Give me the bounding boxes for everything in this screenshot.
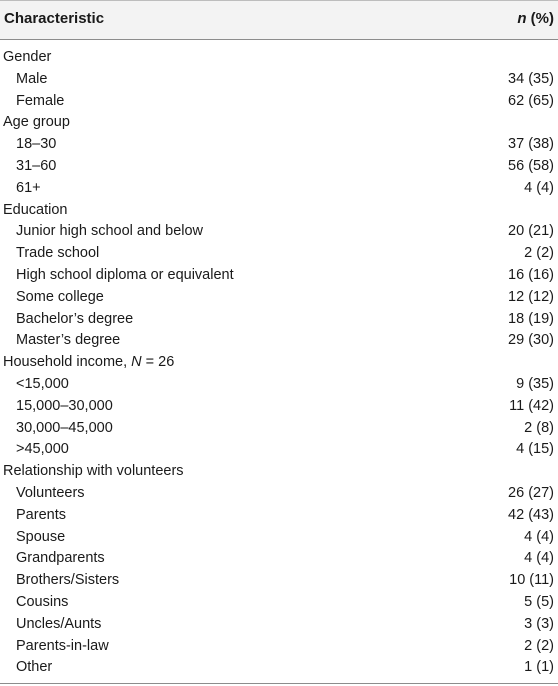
row-label-suffix: = 26 bbox=[141, 354, 175, 371]
row-label bbox=[16, 134, 56, 156]
group-label bbox=[3, 461, 184, 483]
row-label-text: Gender bbox=[3, 49, 52, 65]
table-row bbox=[0, 418, 558, 440]
table-bottom-rule bbox=[0, 683, 558, 684]
row-label-text: Household income, bbox=[3, 354, 132, 371]
row-value: 10 (11) bbox=[509, 572, 554, 589]
row-label-text: 18–30 bbox=[16, 136, 57, 153]
row-label-text: Uncles/Aunts bbox=[16, 615, 102, 632]
row-value: 3 (3) bbox=[524, 615, 554, 632]
header-percent: (%) bbox=[526, 10, 554, 27]
row-value: 1 (1) bbox=[524, 659, 554, 676]
row-label bbox=[16, 374, 69, 396]
row-label-text: Education bbox=[3, 201, 68, 218]
group-label bbox=[3, 352, 174, 374]
row-value: 12 (12) bbox=[508, 288, 554, 305]
row-value: 56 (58) bbox=[508, 157, 554, 174]
row-label bbox=[16, 178, 41, 200]
row-label bbox=[16, 657, 52, 679]
row-label bbox=[16, 570, 119, 592]
row-label-text: Master’s degree bbox=[16, 332, 121, 349]
row-value: 2 (8) bbox=[524, 419, 554, 436]
row-label bbox=[16, 505, 66, 527]
group-label bbox=[3, 47, 51, 69]
table-row bbox=[0, 91, 558, 113]
row-label-text: Some college bbox=[16, 288, 104, 305]
row-label bbox=[16, 527, 65, 549]
header-n: n bbox=[517, 10, 527, 27]
row-label bbox=[16, 330, 120, 352]
row-label bbox=[16, 396, 113, 418]
table-row bbox=[0, 570, 558, 592]
row-label bbox=[16, 69, 47, 91]
table-row bbox=[0, 636, 558, 658]
row-label bbox=[16, 221, 203, 243]
row-value: 11 (42) bbox=[509, 397, 554, 414]
row-label bbox=[16, 614, 101, 636]
table-row bbox=[0, 657, 558, 679]
row-label bbox=[16, 592, 68, 614]
table-row bbox=[0, 134, 558, 156]
row-value: 4 (4) bbox=[524, 528, 554, 545]
row-value: 9 (35) bbox=[516, 375, 554, 392]
row-label-text: Parents bbox=[16, 506, 66, 523]
table-group-row bbox=[0, 461, 558, 483]
row-label-text: >45,000 bbox=[16, 441, 69, 458]
table-row bbox=[0, 592, 558, 614]
row-label-text: Other bbox=[16, 659, 53, 676]
table-row bbox=[0, 439, 558, 461]
table-row bbox=[0, 221, 558, 243]
table-header bbox=[0, 1, 558, 40]
table-row bbox=[0, 396, 558, 418]
header-characteristic: Characteristic bbox=[4, 10, 105, 27]
row-label bbox=[16, 309, 133, 331]
row-value: 29 (30) bbox=[508, 332, 554, 349]
row-value: 37 (38) bbox=[508, 136, 554, 153]
row-label bbox=[16, 243, 99, 265]
table-row bbox=[0, 548, 558, 570]
row-label-text: 30,000–45,000 bbox=[16, 419, 113, 436]
row-label bbox=[16, 91, 64, 113]
table-row bbox=[0, 287, 558, 309]
row-label-text: Grandparents bbox=[16, 550, 105, 567]
table-row bbox=[0, 265, 558, 287]
row-label-text: Relationship with volunteers bbox=[3, 463, 184, 480]
table-row bbox=[0, 69, 558, 91]
row-value: 62 (65) bbox=[508, 92, 554, 109]
row-value: 42 (43) bbox=[508, 506, 554, 523]
row-value: 34 (35) bbox=[508, 70, 554, 87]
row-label bbox=[16, 418, 113, 440]
table-row bbox=[0, 243, 558, 265]
row-label-text: High school diploma or equivalent bbox=[16, 266, 234, 283]
row-label bbox=[16, 636, 109, 658]
table-group-row bbox=[0, 47, 558, 69]
row-label-text: Bachelor’s degree bbox=[16, 310, 134, 327]
table-row bbox=[0, 156, 558, 178]
row-label-text: <15,000 bbox=[16, 375, 69, 392]
row-value: 26 (27) bbox=[508, 484, 554, 501]
table-row bbox=[0, 309, 558, 331]
row-label bbox=[16, 156, 56, 178]
row-value: 18 (19) bbox=[508, 310, 554, 327]
group-label bbox=[3, 200, 68, 222]
row-label-text: Volunteers bbox=[16, 484, 85, 501]
table-group-row bbox=[0, 200, 558, 222]
table-group-row bbox=[0, 352, 558, 374]
row-label-text: Female bbox=[16, 92, 65, 109]
table-group-row bbox=[0, 112, 558, 134]
table-row bbox=[0, 178, 558, 200]
row-value: 4 (15) bbox=[516, 441, 554, 458]
row-value: 16 (16) bbox=[508, 266, 554, 283]
row-label bbox=[16, 483, 85, 505]
row-value: 2 (2) bbox=[524, 637, 554, 654]
row-label-text: 15,000–30,000 bbox=[16, 397, 113, 414]
row-label-text: Age group bbox=[3, 114, 70, 131]
row-label-text: Junior high school and below bbox=[16, 223, 204, 240]
row-label bbox=[16, 548, 105, 570]
row-label-text: Brothers/Sisters bbox=[16, 572, 120, 589]
row-label-text: 61+ bbox=[16, 179, 41, 196]
table-row bbox=[0, 527, 558, 549]
row-label-text: Spouse bbox=[16, 528, 66, 545]
table-row bbox=[0, 483, 558, 505]
row-label-text: Male bbox=[16, 70, 48, 87]
row-label-text: Trade school bbox=[16, 245, 100, 262]
table-row bbox=[0, 374, 558, 396]
row-label bbox=[16, 265, 234, 287]
row-value: 4 (4) bbox=[524, 550, 554, 567]
row-value: 2 (2) bbox=[524, 245, 554, 262]
table-row bbox=[0, 505, 558, 527]
table-row bbox=[0, 330, 558, 352]
row-label-italic: N bbox=[131, 354, 142, 371]
row-label-text: Parents-in-law bbox=[16, 637, 109, 654]
row-label bbox=[16, 439, 69, 461]
row-value: 5 (5) bbox=[524, 593, 554, 610]
row-value: 20 (21) bbox=[508, 223, 554, 240]
group-label bbox=[3, 112, 70, 134]
row-value: 4 (4) bbox=[524, 179, 554, 196]
row-label-text: Cousins bbox=[16, 593, 69, 610]
row-label bbox=[16, 287, 104, 309]
table-row bbox=[0, 614, 558, 636]
row-label-text: 31–60 bbox=[16, 157, 57, 174]
table-body bbox=[0, 47, 558, 679]
header-n-percent bbox=[517, 10, 554, 27]
